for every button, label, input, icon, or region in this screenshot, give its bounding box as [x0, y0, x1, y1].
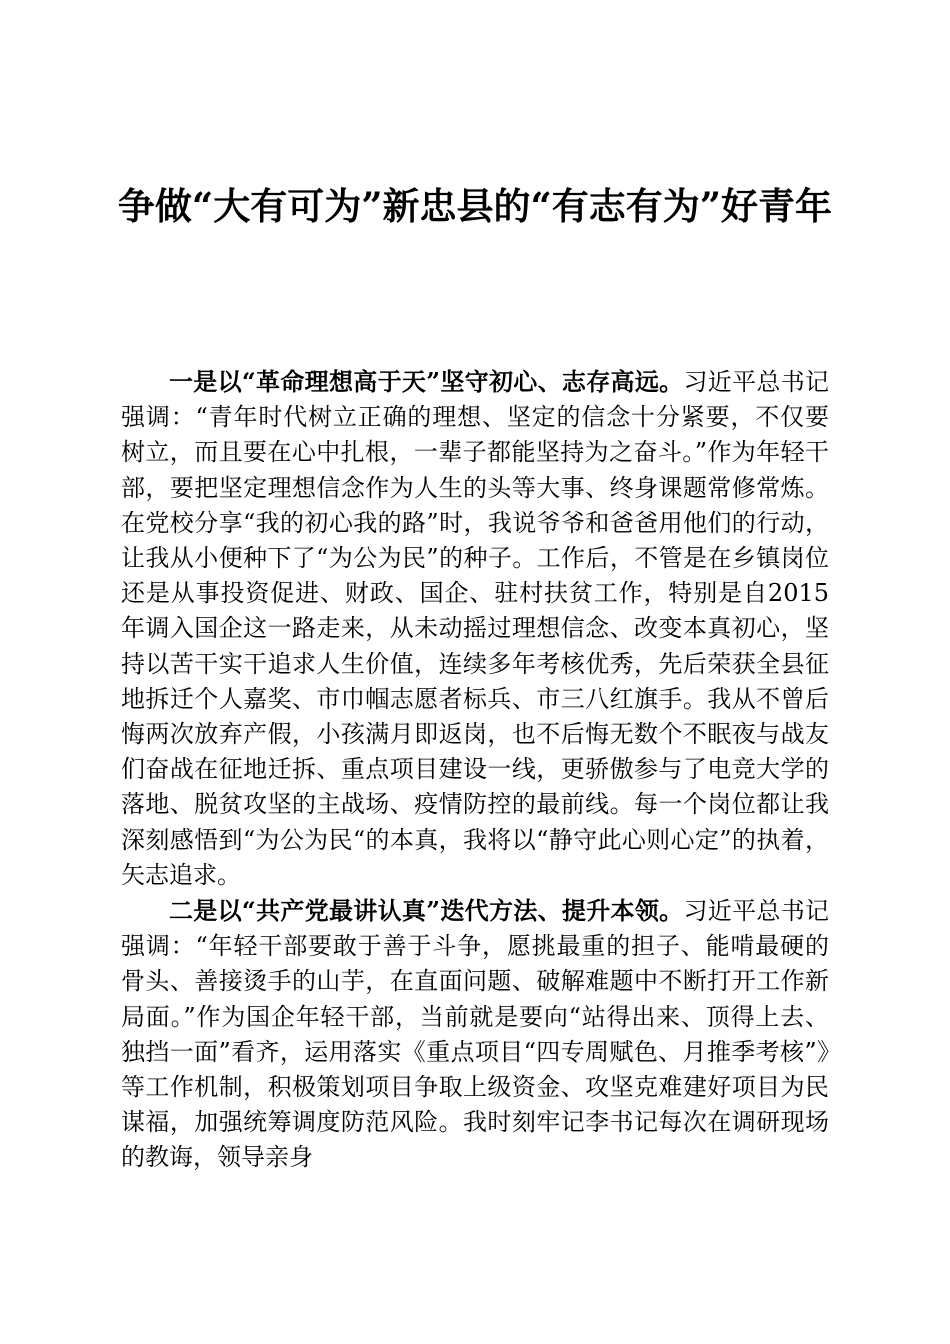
- document-title: 争做“大有可为”新忠县的“有志有为”好青年: [117, 184, 833, 228]
- document-body: [121, 364, 829, 1176]
- paragraph-2-text: 习近平总书记强调：“年轻干部要敢于善于斗争，愿挑最重的担子、能啃最硬的骨头、善接烫手的山芋，在直面问题、破解难题中不断打开工作新局面。”作为国企年轻干部，当前就是要向“站得出来、顶得上去、独挡一面”看齐，运用落实《重点项目“四专周赋色、月推季考核”》等工作机制，积极策划项目争取上级资金、攻坚克难建好项目为民谋福，加强统筹调度防范风险。我时刻牢记李书记每次在调研现场的教诲，领导亲身: [121, 897, 830, 1172]
- paragraph-1-text: 习近平总书记强调：“青年时代树立正确的理想、坚定的信念十分紧要，不仅要树立，而且要在心中扎根，一辈子都能坚持为之奋斗。”作为年轻干部，要把坚定理想信念作为人生的头等大事、终身课题常修常炼。在党校分享“我的初心我的路”时，我说爷爷和爸爸用他们的行动，让我从小便种下了“为公为民”的种子。工作后，不管是在乡镇岗位还是从事投资促进、财政、国企、驻村扶贫工作，特别是自2015年调入国企这一路走来，从未动摇过理想信念、改变本真初心，坚持以苦干实干追求人生价值，连续多年考核优秀，先后荣获全县征地拆迁个人嘉奖、市巾帼志愿者标兵、市三八红旗手。我从不曾后悔两次放弃产假，小孩满月即返岗，也不后悔无数个不眠夜与战友们奋战在征地迁拆、重点项目建设一线，更骄傲参与了电竞大学的落地、脱贫攻坚的主战场、疫情防控的最前线。每一个岗位都让我深刻感悟到“为公为民“的本真，我将以“静守此心则心定”的执着，矢志追求。: [121, 368, 830, 889]
- paragraph-2: [121, 893, 829, 1176]
- paragraph-1: [121, 364, 829, 893]
- paragraph-1-lead: 一是以“革命理想高于天”坚守初心、志存高远。: [169, 367, 684, 396]
- paragraph-2-lead: 二是以“共产党最讲认真”迭代方法、提升本领。: [169, 896, 684, 926]
